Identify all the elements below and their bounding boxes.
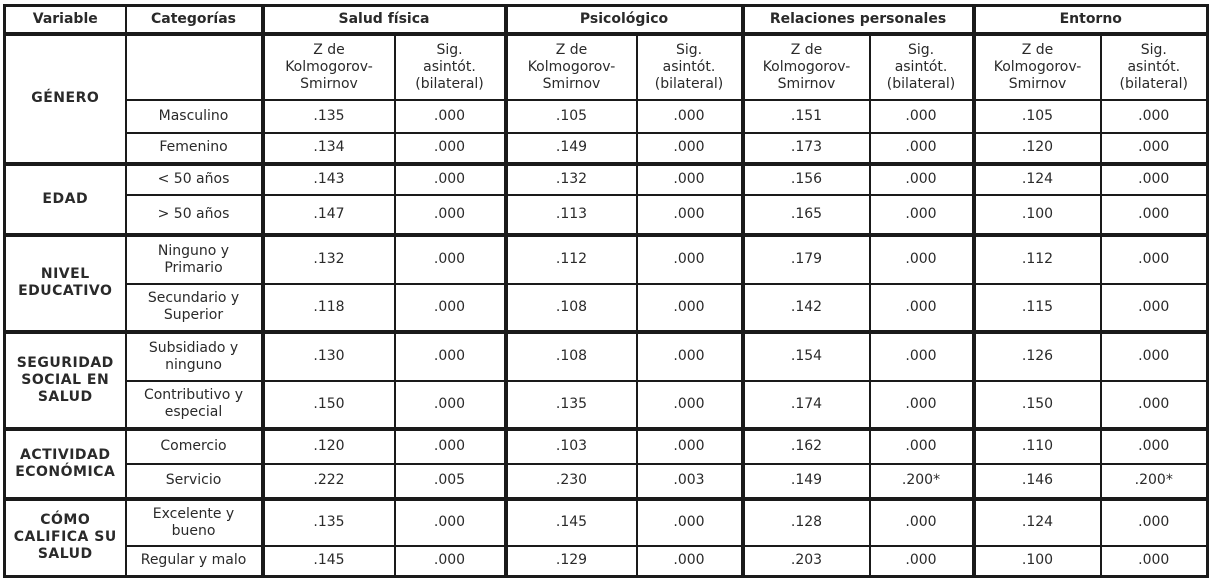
entorno-z-value: .115 <box>974 284 1101 332</box>
variable-cell: EDAD <box>5 164 126 235</box>
relaciones-personales-sig-value: .000 <box>870 133 974 164</box>
relaciones-personales-sig-subheader <box>870 34 974 100</box>
category-cell: Femenino <box>126 133 263 164</box>
z-subheader-line: Z de <box>313 41 345 58</box>
relaciones-personales-sig-value: .000 <box>870 100 974 133</box>
salud-fisica-z-value: .135 <box>263 100 395 133</box>
salud-fisica-sig-value: .000 <box>395 429 506 464</box>
salud-fisica-sig-value: .000 <box>395 546 506 577</box>
z-subheader-line: Z de <box>1021 41 1054 58</box>
psicologico-sig-value: .003 <box>637 464 743 499</box>
z-subheader-line: Kolmogorov- <box>527 58 616 75</box>
salud-fisica-sig-value: .000 <box>395 100 506 133</box>
psicologico-sig-value: .000 <box>637 195 743 235</box>
table-row <box>5 164 1208 195</box>
relaciones-personales-sig-value: .000 <box>870 332 974 381</box>
psicologico-z-value: .108 <box>506 284 637 332</box>
psicologico-sig-value: .000 <box>637 164 743 195</box>
psicologico-sig-value: .000 <box>637 429 743 464</box>
psicologico-sig-value: .000 <box>637 381 743 429</box>
relaciones-personales-z-value: .173 <box>743 133 870 164</box>
relaciones-personales-z-value: .128 <box>743 499 870 546</box>
table-body <box>5 6 1208 577</box>
salud-fisica-sig-value: .000 <box>395 164 506 195</box>
sig-subheader-line: asintót. <box>1127 58 1181 75</box>
empty-category-cell <box>126 34 263 100</box>
relaciones-personales-z-value: .165 <box>743 195 870 235</box>
table-row <box>5 381 1208 429</box>
psicologico-z-subheader <box>506 34 637 100</box>
relaciones-personales-sig-value: .000 <box>870 164 974 195</box>
salud-fisica-sig-value: .000 <box>395 381 506 429</box>
relaciones-personales-sig-value: .000 <box>870 381 974 429</box>
salud-fisica-sig-value: .000 <box>395 284 506 332</box>
relaciones-personales-sig-value: .000 <box>870 284 974 332</box>
sig-subheader-line: Sig. <box>907 41 935 58</box>
table-row <box>5 284 1208 332</box>
group-header-entorno: Entorno <box>974 6 1208 34</box>
entorno-sig-value: .000 <box>1101 195 1208 235</box>
category-cell: Subsidiado y ninguno <box>126 332 263 381</box>
group-header-row <box>5 6 1208 34</box>
relaciones-personales-sig-value: .000 <box>870 235 974 284</box>
relaciones-personales-z-value: .149 <box>743 464 870 499</box>
sig-subheader-line: asintót. <box>423 58 476 75</box>
relaciones-personales-sig-value: .000 <box>870 195 974 235</box>
z-subheader-line: Kolmogorov- <box>762 58 851 75</box>
relaciones-personales-z-value: .154 <box>743 332 870 381</box>
salud-fisica-z-value: .150 <box>263 381 395 429</box>
psicologico-z-value: .132 <box>506 164 637 195</box>
psicologico-z-value: .135 <box>506 381 637 429</box>
z-subheader-line: Kolmogorov- <box>993 58 1082 75</box>
salud-fisica-z-value: .132 <box>263 235 395 284</box>
sig-subheader-line: (bilateral) <box>886 75 956 92</box>
psicologico-sig-value: .000 <box>637 332 743 381</box>
psicologico-z-value: .112 <box>506 235 637 284</box>
category-cell: Secundario y Superior <box>126 284 263 332</box>
salud-fisica-z-value: .134 <box>263 133 395 164</box>
category-cell: > 50 años <box>126 195 263 235</box>
z-subheader-line: Smirnov <box>777 75 836 92</box>
psicologico-sig-value: .000 <box>637 284 743 332</box>
table-row <box>5 100 1208 133</box>
table-row <box>5 133 1208 164</box>
z-subheader-line: Kolmogorov- <box>285 58 373 75</box>
entorno-z-value: .112 <box>974 235 1101 284</box>
relaciones-personales-z-value: .162 <box>743 429 870 464</box>
relaciones-personales-z-value: .174 <box>743 381 870 429</box>
table-row <box>5 464 1208 499</box>
salud-fisica-sig-value: .000 <box>395 499 506 546</box>
z-subheader-line: Z de <box>790 41 823 58</box>
table-row <box>5 235 1208 284</box>
relaciones-personales-z-value: .203 <box>743 546 870 577</box>
z-subheader-line: Smirnov <box>300 75 358 92</box>
entorno-sig-value: .000 <box>1101 164 1208 195</box>
psicologico-sig-value: .000 <box>637 235 743 284</box>
salud-fisica-z-value: .120 <box>263 429 395 464</box>
z-subheader-line: Smirnov <box>542 75 601 92</box>
category-cell: Excelente y bueno <box>126 499 263 546</box>
sig-subheader-line: Sig. <box>675 41 703 58</box>
psicologico-z-value: .149 <box>506 133 637 164</box>
entorno-sig-value: .000 <box>1101 546 1208 577</box>
salud-fisica-sig-value: .005 <box>395 464 506 499</box>
relaciones-personales-sig-value: .000 <box>870 499 974 546</box>
entorno-sig-value: .000 <box>1101 499 1208 546</box>
psicologico-sig-value: .000 <box>637 100 743 133</box>
entorno-sig-value: .000 <box>1101 133 1208 164</box>
entorno-sig-value: .000 <box>1101 381 1208 429</box>
entorno-sig-value: .000 <box>1101 429 1208 464</box>
category-cell: Comercio <box>126 429 263 464</box>
salud-fisica-sig-value: .000 <box>395 133 506 164</box>
variable-header: Variable <box>5 6 126 34</box>
entorno-sig-subheader <box>1101 34 1208 100</box>
variable-cell: CÓMO CALIFICA SU SALUD <box>5 499 126 577</box>
psicologico-sig-value: .000 <box>637 133 743 164</box>
entorno-z-value: .124 <box>974 164 1101 195</box>
group-header-relaciones-personales: Relaciones personales <box>743 6 974 34</box>
sig-subheader-line: (bilateral) <box>415 75 484 92</box>
z-subheader-line: Z de <box>555 41 588 58</box>
sig-subheader-line: Sig. <box>1140 41 1167 58</box>
entorno-z-value: .120 <box>974 133 1101 164</box>
table-row <box>5 195 1208 235</box>
relaciones-personales-z-value: .179 <box>743 235 870 284</box>
relaciones-personales-sig-value: .000 <box>870 546 974 577</box>
salud-fisica-z-value: .147 <box>263 195 395 235</box>
entorno-sig-value: .000 <box>1101 332 1208 381</box>
variable-cell: ACTIVIDAD ECONÓMICA <box>5 429 126 499</box>
sig-subheader-line: Sig. <box>436 41 463 58</box>
salud-fisica-sig-value: .000 <box>395 235 506 284</box>
psicologico-z-value: .145 <box>506 499 637 546</box>
table-row <box>5 429 1208 464</box>
category-cell: Servicio <box>126 464 263 499</box>
salud-fisica-z-value: .222 <box>263 464 395 499</box>
entorno-z-value: .100 <box>974 195 1101 235</box>
relaciones-personales-sig-value: .000 <box>870 429 974 464</box>
entorno-sig-value: .200* <box>1101 464 1208 499</box>
category-cell: Masculino <box>126 100 263 133</box>
salud-fisica-z-value: .118 <box>263 284 395 332</box>
salud-fisica-z-value: .145 <box>263 546 395 577</box>
relaciones-personales-z-value: .156 <box>743 164 870 195</box>
sig-subheader-line: asintót. <box>894 58 948 75</box>
psicologico-sig-value: .000 <box>637 499 743 546</box>
psicologico-sig-value: .000 <box>637 546 743 577</box>
category-cell: Contributivo y especial <box>126 381 263 429</box>
relaciones-personales-z-subheader <box>743 34 870 100</box>
subheader-row <box>5 34 1208 100</box>
entorno-z-subheader <box>974 34 1101 100</box>
variable-cell: SEGURIDAD SOCIAL EN SALUD <box>5 332 126 429</box>
table-row <box>5 332 1208 381</box>
category-cell: < 50 años <box>126 164 263 195</box>
category-cell: Ninguno y Primario <box>126 235 263 284</box>
entorno-z-value: .146 <box>974 464 1101 499</box>
salud-fisica-z-value: .143 <box>263 164 395 195</box>
psicologico-z-value: .230 <box>506 464 637 499</box>
salud-fisica-z-value: .130 <box>263 332 395 381</box>
variable-cell: NIVEL EDUCATIVO <box>5 235 126 332</box>
category-cell: Regular y malo <box>126 546 263 577</box>
salud-fisica-sig-subheader <box>395 34 506 100</box>
psicologico-z-value: .105 <box>506 100 637 133</box>
psicologico-sig-subheader <box>637 34 743 100</box>
sig-subheader-line: (bilateral) <box>654 75 724 92</box>
entorno-z-value: .100 <box>974 546 1101 577</box>
salud-fisica-z-value: .135 <box>263 499 395 546</box>
salud-fisica-sig-value: .000 <box>395 332 506 381</box>
kolmogorov-smirnov-table <box>3 4 1209 578</box>
entorno-z-value: .124 <box>974 499 1101 546</box>
sig-subheader-line: (bilateral) <box>1119 75 1189 92</box>
entorno-z-value: .126 <box>974 332 1101 381</box>
relaciones-personales-z-value: .142 <box>743 284 870 332</box>
psicologico-z-value: .113 <box>506 195 637 235</box>
relaciones-personales-z-value: .151 <box>743 100 870 133</box>
z-subheader-line: Smirnov <box>1008 75 1067 92</box>
entorno-z-value: .105 <box>974 100 1101 133</box>
categorias-header: Categorías <box>126 6 263 34</box>
entorno-sig-value: .000 <box>1101 235 1208 284</box>
entorno-z-value: .110 <box>974 429 1101 464</box>
table-row <box>5 499 1208 546</box>
sig-subheader-line: asintót. <box>662 58 716 75</box>
entorno-z-value: .150 <box>974 381 1101 429</box>
group-header-salud-fisica: Salud física <box>263 6 506 34</box>
psicologico-z-value: .103 <box>506 429 637 464</box>
salud-fisica-z-subheader <box>263 34 395 100</box>
table-container <box>3 4 1206 579</box>
relaciones-personales-sig-value: .200* <box>870 464 974 499</box>
group-header-psicologico: Psicológico <box>506 6 743 34</box>
entorno-sig-value: .000 <box>1101 100 1208 133</box>
variable-cell: GÉNERO <box>5 34 126 164</box>
entorno-sig-value: .000 <box>1101 284 1208 332</box>
table-row <box>5 546 1208 577</box>
salud-fisica-sig-value: .000 <box>395 195 506 235</box>
psicologico-z-value: .129 <box>506 546 637 577</box>
psicologico-z-value: .108 <box>506 332 637 381</box>
